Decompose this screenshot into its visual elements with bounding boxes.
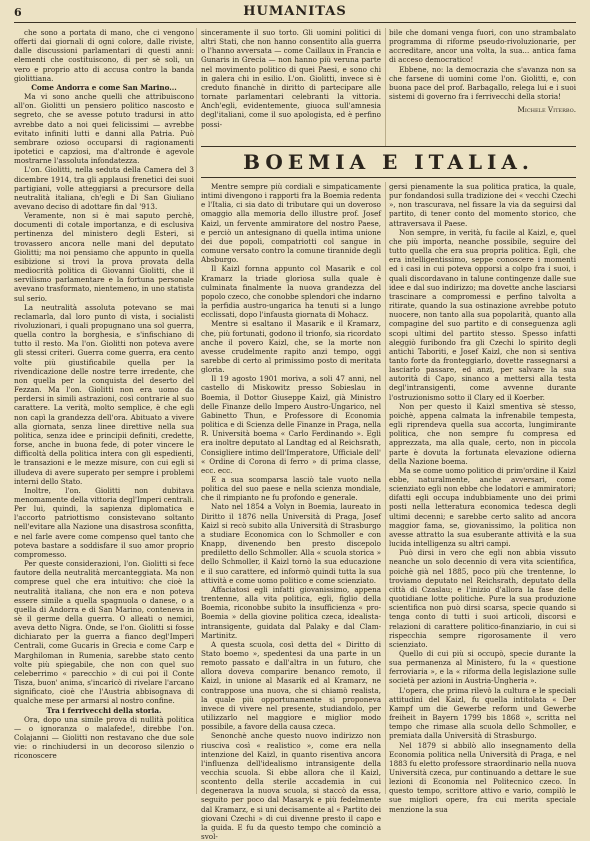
author-signature: Michele Viterbo. [517, 105, 576, 115]
paragraph: A questa scuola, così detta del « Diritto di Stato boemo », spedentesi da una parte in un remoto passato e dall'altra in un futuro, che allora doveva comparire benanco remoto, il Kaizl, in unione al Masarik ed al Kramarz, ne contrappose una nuova, che si chiamò realista, la quale più opportunamente si proponeva invece di vivere nel presente, studiandolo, per utilizzarlo nel maggiore e miglior modo possibile, a favore della causa czeca. [201, 639, 381, 732]
column-5 [389, 182, 576, 814]
column-1 [14, 28, 194, 794]
paragraph: E a sua scomparsa lasciò tale vuoto nella politica del suo paese e nella scienza mondiale, che il rimpianto ne fu profondo e generale. [201, 475, 381, 503]
paragraph: Nel 1879 si abbilò allo insegnamento della Economia politica nella Università di Praga, e nel 1883 fu eletto professore straordinario nella nuova Università czeca, pur continuando a dettare le sue lezioni di Economia nel Politecnico czeco. In questo tempo, scrittore attivo e vario, compilò le sue migliori opere, fra cui merita speciale menzione la sua [389, 740, 576, 814]
paragraph: Affaciatosi egli infatti giovanissimo, appena trentenne, alla vita politica, egli, figlio della Boemia, riconobbe subito la insufficienza « pro-Boemia » della giovine politica czeca, idealista-intransigente, guidata dal Palaky e dal Clam-Martinitz. [201, 584, 381, 640]
paragraph: Per queste considerazioni, l'on. Giolitti si fece fautore della neutralità mercanteggiata. Ma non comprese quel che era intuitivo: che cioè la neutralità italiana, che non era e non poteva essere simile a quella spagnuola o danese, o a quella di Andorra e di San Marino, conteneva in sè il germe della guerra. O alleati o nemici, aveva detto Nigra. Onde, se l'on. Giolitti si fosse dichiarato per la guerra a fianco degl'Imperi Centrali, come Gucaris in Grecia e come Carp e Marghiloman in Rumenia, sarebbe stato cento volte più spiegabile, che non con quel suo celeberrimo « parecchio » di cui poi il Conte Tisza, buon' anima, s'incaricò di rivelare l'arcano significato, cioè che l'Austria abbisognava di qualche mese per armarsi al nostro confine. [14, 559, 194, 706]
page-header [14, 4, 576, 22]
column-3 [389, 28, 576, 146]
header-rule [14, 22, 576, 23]
column-divider [196, 28, 197, 794]
paragraph: L'on. Giolitti, nella seduta della Camera del 3 dicembre 1914, tra gli applausi frenetici dei suoi partigiani, volle atteggiarsi a precursore della neutralità italiana, ch'egli e Di San Giuliano avevano deciso di adottare fin dal '913. [14, 165, 194, 211]
paragraph: bile che domani venga fuori, con uno strambalato programma di riforme pseudo-rivoluzionarie, per accreditare, ancor una volta, la sua... antica fama di acceso democratico! [389, 28, 576, 65]
paragraph: Mentre si esaltano il Masarik e il Kramarz, che, più fortunati, godono il trionfo, sia ricordato anche il povero Kaizl, che, se la morte non avesse crudelmente rapito anzi tempo, oggi sarebbe di certo al primissimo posto di meritata gloria. [201, 319, 381, 375]
paragraph: Il 19 agosto 1901 moriva, a soli 47 anni, nel castello di Miskowitz presso Sobieslau in Boemia, il Dottor Giuseppe Kaizl, già Ministro delle Finanze dello Impero Austro-Ungarico, nel Gabinetto Thun, e Professore di Economia politica e di Scienza delle Finanze in Praga, nella R. Università boema « Carlo Ferdinando ». Egli era inoltre deputato al Landtag ed al Reichsrath, Consigliere intimo dell'Imperatore, Ufficiale dell' « Ordine di Corona di ferro » di prima classe, ecc. ecc. [201, 374, 381, 475]
paragraph: Quello di cui più si occupò, specie durante la sua permanenza al Ministero, fu la « questione ferroviaria », e la « riforma della legislazione sulle società per azioni in Austria-Ungheria ». [389, 648, 576, 686]
paragraph: Non sempre, in verità, fu facile al Kaizl, e, quel che più importa, neanche possibile, seguire del tutto quella che era sua propria politica. Egli, che era intelligentissimo, seppe conoscere i momenti ed i casi in cui poteva opporsi a colpo fra i suoi, i quali discordavano in talune contingenze dalle sue idee e dal suo indirizzo; ma dovette anche lasciarsi trascinare a compromessi e perfino talvolta a ritirate, quando la sua ostinazione avrebbe potuto nuocere, non tanto alla sua popolarità, quanto alla compagine del suo partito e di conseguenza agli scopi ultimi del partito stesso. Spesso infatti aleggiò furibondo fra gli Czechi lo spirito degli antichi Taboriti, e Josef Kaizl, che non si sentiva tanto forte da fronteggiarlo, dovette rassegnarsi a lasciarlo passare, ed anzi, per salvare la sua autorità di Capo, sinanco a mettersi alla testa degl'intransigenti, come avvenne durante l'ostruzionismo sotto il Clary ed il Koerber. [389, 227, 576, 402]
paragraph: Mentre sempre più cordiali e simpaticamente intimi divengono i rapporti fra la Boemia redenta e l'Italia, ci sia dato di tributare qui un doveroso omaggio alla memoria dello illustre prof. Josef Kaizl, un fervente ammiratore del nostro Paese, e perciò un antesignano di quella intima unione dei due popoli, compatriotti col sangue in comune versato contro la comune tirannide degli Absburgo. [201, 182, 381, 265]
paragraph: Ebbene, no: la democrazia che s'avanza non sa che farsene di uomini come l'on. Giolitti, e, con buona pace del prof. Barbagallo, relega lui e i suoi sistemi di governo fra i ferrivecchi della storia! [389, 64, 576, 102]
paragraph: L'opera, che prima rilevò la cultura e le speciali attitudini del Kaizl, fu quella intitolata « Der Kampf um die Gewerbe reform und Gewerbe freiheit in Bayern 1799 bis 1868 », scritta nel tempo che rimase alla scuola dello Schmoller, e premiata dalla Università di Strasburgo. [389, 685, 576, 741]
page-number: 6 [14, 6, 22, 19]
paragraph: Ma se come uomo politico di prim'ordine il Kaizl ebbe, naturalmente, anche avversari, come scienziato egli non ebbe che lodatori e ammiratori; difatti egli occupa indubbiamente uno dei primi posti nella letteratura economica tedesca degli ultimi decenni; e sarebbe certo salito ad ancora maggior fama, se, giovanissimo, la politica non avesse attratto la sua esuberante attività e la sua lucida intelligenza su altri campi. [389, 465, 576, 549]
column-4 [201, 182, 382, 841]
paragraph: Ma vi sono anche quelli che attribuiscono all'on. Giolitti un pensiero politico nascosto e segreto, che se avesse potuto tradursi in atto avrebbe dato a noi quei felicissimi — avrebbe evitato infiniti lutti e danni alla Patria. Può sembrare ozioso occuparsi di ragionamenti ipotetici e capziosi, ma d'altronde è agevole mostrarne l'assoluta infondatezza. [14, 92, 194, 166]
column-2 [201, 28, 381, 146]
paragraph: sinceramente il suo torto. Gli uomini politici di altri Stati, che non hanno consentito alla guerra o l'hanno avversata — come Caillaux in Francia e Gunaris in Grecia — non hanno più veruna parte nel movimento politico di quei Paesi, e sono chi in galera chi in esilio. L'on. Giolitti, invece si è creduto financhè in diritto di partecipare alle tornate parlamentari celebranti la vittoria. Anch'egli, evidentemente, giuoca sull'amnesia degl'italiani, come il suo apologista, ed è perfino possi- [201, 28, 382, 129]
paragraph: che sono a portata di mano, che ci vengono offerti dai giornali di ogni colore, dalle riviste, dalle discussioni parlamentari di questi anni: elementi che costituiscono, di per sè soli, un vero e proprio atto di accusa contro la banda giolittiana. [14, 28, 194, 83]
paragraph: Inoltre, l'on. Giolitti non dubitava menomamente della vittoria degl'Imperi centrali. Per lui, quindi, la sapienza diplomatica e l'accorto patriottismo consistevano soltanto nell'evitare alla Nazione una disastrosa sconfitta, e nel farle avere come compenso quel tanto che poteva bastare a soddisfare il suo amor proprio compromesso. [14, 485, 194, 559]
paragraph: Non per questo il Kaizl smentiva sè stesso, poichè, appena calmata la infrenabile tempesta, egli riprendeva quella sua accorta, lungimirante politica, che non sempre fu compresa ed apprezzata, ma alla quale, certo, non in piccola parte è dovuta la fortunata elevazione odierna della Nazione boema. [389, 401, 576, 466]
article-title-band [201, 146, 576, 178]
column-divider [385, 182, 386, 794]
article-title: BOEMIA E ITALIA. [243, 150, 534, 174]
paragraph: Senonchè anche questo nuovo indirizzo non riusciva così « realistico », come era nella intenzione del Kaizl, in quanto risentiva ancora l'influenza dell'idealismo intransigente della vecchia scuola. Si ebbe allora che il Kaizl, scontento della sterile accademia in cui degenerava la nuova scuola, si staccò da essa, seguito per poco dal Masaryk e più fedelmente dal Kramarz, e si uni decisamente al « Partito dei giovani Czechi » di cui divenne presto il capo e la guida. E fu da questo tempo che cominciò a svol- [201, 731, 382, 841]
paragraph: Nato nel 1854 a Volyn in Boemia, laureato in Diritto il 1876 nella Università di Praga, Josef Kaizl si recò subito alla Università di Strasburgo a studiare Economica con lo Schmoller e con Knapp, divenendo ben presto discepolo prediletto dello Schmoller. Alla « scuola storica » dello Schmoller, il Kaizl tornò la sua educazione e il suo carattere, ed informò quindi tutta la sua attività e come uomo politico e come scienziato. [201, 502, 381, 585]
paragraph: gersi pienamente la sua politica pratica, la quale, pur fondandosi sulla tradizione dei « vecchi Czechi », non trascurava, nel fissare la via da seguirsi dal partito, di tener conto del momento storico, che attraversava il Paese. [389, 182, 576, 228]
section-heading: Tra i ferrivecchi della storia. [46, 705, 162, 715]
paragraph: Può dirsi in vero che egli non abbia vissuto neanche un solo decennio di vera vita scientifica, poichè già nel 1885, poco più che trentenne, lo troviamo deputato nel Reichsrath, deputato della città di Czaslau; e l'inizio d'allora la fase delle quotidiane lotte politiche. Pure la sua produzione scientifica non può dirsi scarsa, specie quando si tenga conto di tutti i suoi articoli, discorsi e relazioni di carattere politico-finanziario, in cui si rispecchia sempre rigorosamente il vero scienziato. [389, 548, 576, 649]
column-divider [385, 28, 386, 146]
paragraph: Veramente, non si è mai saputo perchè, documenti di cotale importanza, e di esclusiva pertinenza del ministero degli Esteri, si trovassero ancora nelle mani del deputato Giolitti; ma noi pensiamo che appunto in quella esibizione si trovi la prova provata della mediocrità politica di Giovanni Giolitti, che il servilismo parlamentare e la fortuna personale avevano trasformato, nientemeno, in uno statista sul serio. [14, 211, 194, 303]
section-heading: Come Andorra e come San Marino... [31, 82, 177, 92]
paragraph: Ora, dopo una simile prova di nullità politica — o ignoranza o malafede!, direbbe l'on. Colajanni — Giolitti non restavano che due sole vie: o rinchiudersi in un decoroso silenzio o riconoscere [14, 714, 194, 761]
paragraph: La neutralità assoluta potevano se mai reclamarla, dal loro punto di vista, i socialisti rivoluzionari, i quali propugnano una sol guerra, quella contro la borghesia, e s'infischiano di tutto il resto. Ma l'on. Giolitti non poteva avere gli stessi criteri. Guerra come guerra, era cento volte più giustificabile quella per la rivendicazione delle nostre terre irredente, che non quella per la conquista del deserto del Fezzan. Ma l'on. Giolitti non era uomo da perdersi in simili astrazioni, così contrarie al suo carattere. La verità, molto semplice, è che egli non capì la grandezza dell'ora. Abituato a vivere alla giornata, senza linee direttive nella sua politica, senza idee e principii definiti, credette, forse, anche in buona fede, di poter vincere le difficoltà della politica intera con gli espedienti, le transazioni e le mezze misure, con cui egli si illudeva di avere superato per sempre i problemi interni dello Stato. [14, 302, 194, 486]
paragraph: Il Kaizl fornna appunto col Masarik e col Kramarz la triade gloriosa sulla quale è culminata finalmente la nuova grandezza del popolo czeco, che conobbe splendori che indarno la perfidia austro-ungarica ha tenuti si a lungo ecclissati, dopo l'infausta giornata di Mohacz. [201, 264, 381, 320]
magazine-title: HUMANITAS [243, 4, 347, 19]
